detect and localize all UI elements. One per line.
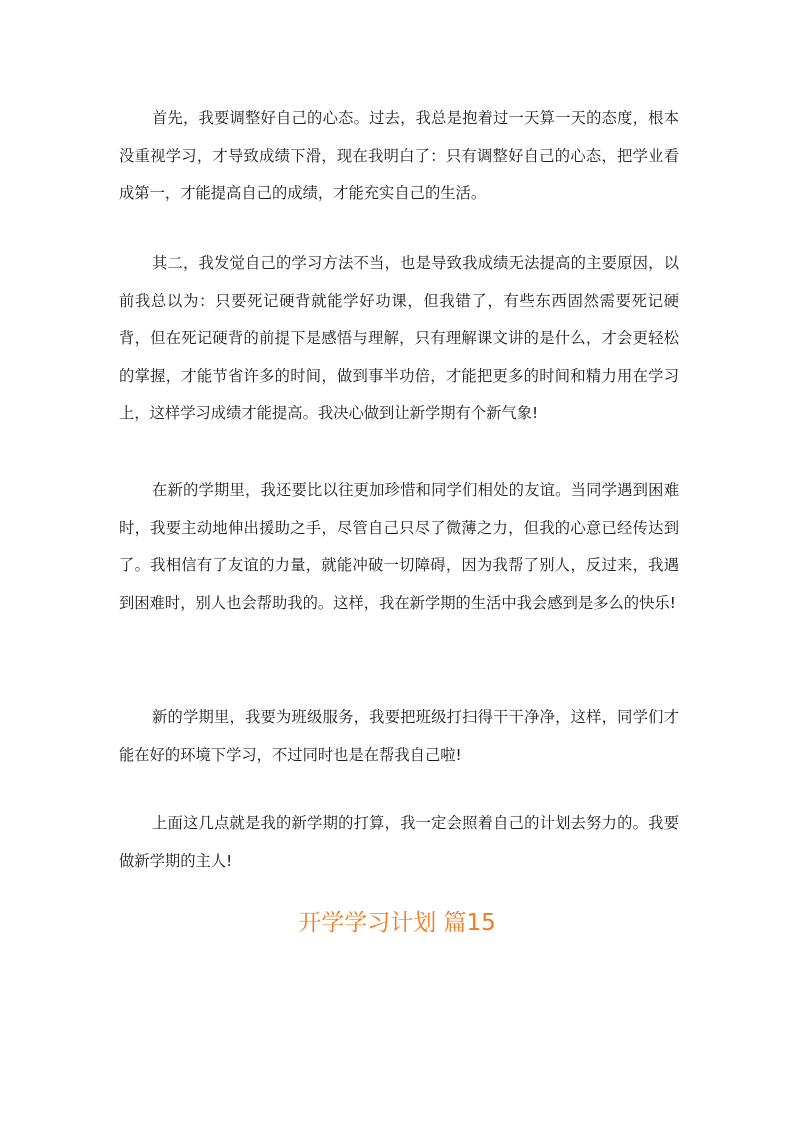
paragraph-conclusion: 上面这几点就是我的新学期的打算，我一定会照着自己的计划去努力的。我要做新学期的主人! [119,814,679,870]
paragraph-adjust-mindset: 首先，我要调整好自己的心态。过去，我总是抱着过一天算一天的态度，根本没重视学习，才导致成绩下滑，现在我明白了：只有调整好自己的心态，把学业看成第一，才能提高自己的成绩，才能充实自己的生活。 [119,109,679,203]
section-heading: 开学学习计划 篇15 [298,910,496,936]
paragraph-class-service: 新的学期里，我要为班级服务，我要把班级打扫得干干净净，这样，同学们才能在好的环境下学习，不过同时也是在帮我自己啦! [119,708,679,764]
paragraph-friendship: 在新的学期里，我还要比以往更加珍惜和同学们相处的友谊。当同学遇到困难时，我要主动地伸出援助之手，尽管自己只尽了微薄之力，但我的心意已经传达到了。我相信有了友谊的力量，就能冲破一切障碍，因为我帮了别人，反过来，我遇到困难时，别人也会帮助我的。这样，我在新学期的生活中我会感到是多么的快乐! [119,481,679,612]
paragraph-study-method: 其二，我发觉自己的学习方法不当，也是导致我成绩无法提高的主要原因，以前我总以为：只要死记硬背就能学好功课，但我错了，有些东西固然需要死记硬背，但在死记硬背的前提下是感悟与理解，只有理解课文讲的是什么，才会更轻松的掌握，才能节省许多的时间，做到事半功倍，才能把更多的时间和精力用在学习上，这样学习成绩才能提高。我决心做到让新学期有个新气象! [119,254,679,423]
